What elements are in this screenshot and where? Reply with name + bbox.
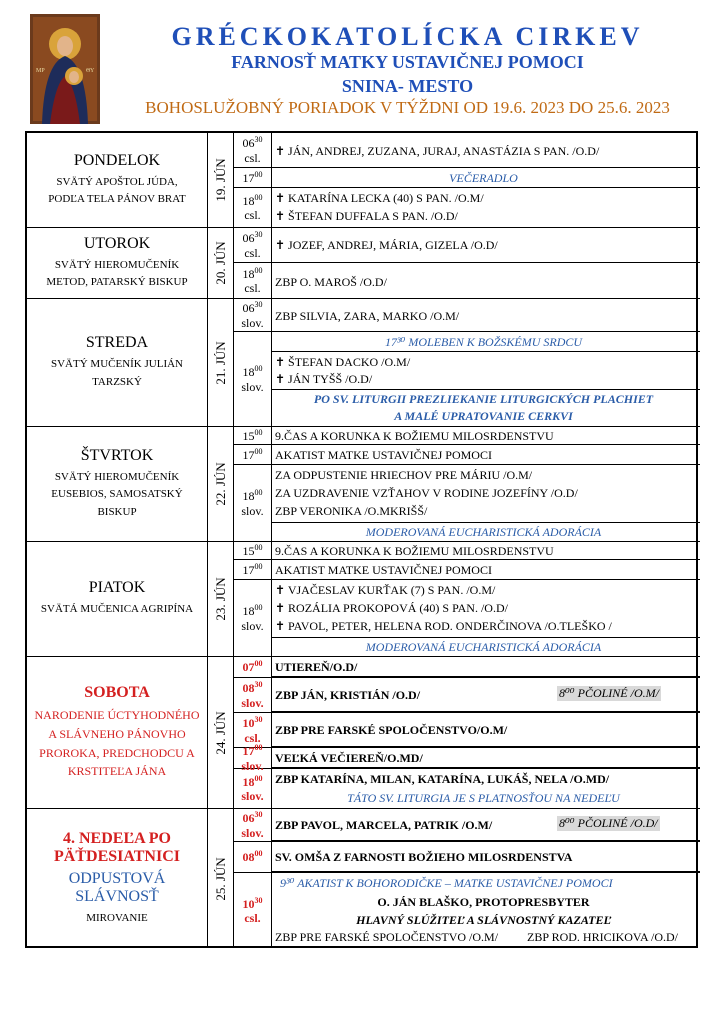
svg-text:ΘΥ: ΘΥ [86, 68, 95, 74]
day-thursday [27, 427, 207, 542]
event-cell [271, 168, 700, 188]
time-cell: $08^{30}$ slov. [233, 678, 271, 713]
event-cell [271, 678, 700, 713]
schedule-heading: BOHOSLUŽOBNÝ PORIADOK V TÝŽDNI OD 19.6. 2023 DO 25.6. 2023 [145, 98, 670, 117]
event-note: 9³⁰ AKATIST K BOHORODIČKE – MATKE USTAVIČNEJ POMOCI [280, 876, 613, 890]
event: AKATIST MATKE USTAVIČNEJ POMOCI [275, 563, 492, 577]
time-cell: $18^{00}$ slov. [233, 769, 271, 809]
time-cell: $06^{30}$ slov. [233, 809, 271, 842]
time-cell: $15^{00}$ [233, 542, 271, 560]
intention: ZBP JÁN, KRISTIÁN /O.D/ [275, 688, 421, 702]
intention: ✝ ŠTEFAN DUFFALA S PAN. /O.D/ [275, 209, 458, 223]
feast-label: ODPUSTOVÁ [68, 869, 166, 887]
date-cell [207, 657, 233, 809]
event-cell [271, 445, 700, 465]
time-cell: $17^{00}$ [233, 168, 271, 188]
event-cell [271, 657, 700, 678]
intention: ZBP PAVOL, MARCELA, PATRIK /O.M/ [275, 818, 493, 832]
intention: ZBP ROD. HRICIKOVA /O.D/ [527, 930, 679, 944]
event-cell [271, 523, 700, 542]
event-cell [271, 542, 700, 560]
day-sunday [27, 809, 207, 948]
day-name: STREDA [85, 334, 149, 352]
day-name: PONDELOK [73, 151, 161, 169]
day-tuesday [27, 228, 207, 299]
date-label: 24. JÚN [212, 710, 228, 755]
event-note: VEČERADLO [449, 171, 518, 185]
event-cell [271, 842, 700, 873]
event-note: TÁTO SV. LITURGIA JE S PLATNOSŤOU NA NEDEĽU [347, 791, 620, 805]
event-cell [271, 638, 700, 657]
event-cell [271, 748, 700, 769]
celebrant-role: HLAVNÝ SLÚŽITEĽ A SLÁVNOSTNÝ KAZATEĽ [356, 913, 611, 927]
date-label: 25. JÚN [212, 856, 228, 901]
event-cell [271, 465, 700, 523]
date-label: 22. JÚN [212, 462, 228, 506]
time-cell: $08^{00}$ [233, 842, 271, 873]
event-note: MODEROVANÁ EUCHARISTICKÁ ADORÁCIA [365, 640, 602, 654]
celebrant: O. JÁN BLAŠKO, PROTOPRESBYTER [377, 895, 590, 909]
day-saint: SVÄTÝ APOŠTOL JÚDA, PODĽA TELA PÁNOV BRAT [48, 175, 186, 205]
day-name: SOBOTA [84, 684, 150, 702]
intention: ✝ JÁN, ANDREJ, ZUZANA, JURAJ, ANASTÁZIA S PAN. /O.D/ [275, 144, 600, 158]
day-name: PIATOK [88, 579, 146, 597]
intention: ZA UZDRAVENIE VZŤAHOV V RODINE JOZEFÍNY /O.D/ [275, 486, 578, 500]
time-cell: $06^{30}$ csl. [233, 133, 271, 168]
town-name: SNINA- MESTO [341, 76, 474, 96]
day-saint: SVÄTÁ MUČENICA AGRIPÍNA [40, 603, 194, 616]
event-cell [271, 560, 700, 580]
event-cell [271, 133, 700, 168]
pcoline-note: 8⁰⁰ PČOLINÉ /O.M/ [559, 686, 659, 700]
event: AKATIST MATKE USTAVIČNEJ POMOCI [275, 448, 492, 462]
intention: ZBP SILVIA, ZARA, MARKO /O.M/ [275, 309, 460, 323]
event-cell [271, 263, 700, 299]
date-cell [207, 299, 233, 427]
event-cell [271, 228, 700, 263]
date-label: 21. JÚN [212, 340, 228, 385]
event-note: MODEROVANÁ EUCHARISTICKÁ ADORÁCIA [365, 525, 602, 539]
feast-label: SLÁVNOSŤ [75, 887, 159, 905]
intention: ✝ VJAČESLAV KURŤAK (7) S PAN. /O.M/ [275, 583, 496, 597]
time-cell: $15^{00}$ [233, 427, 271, 445]
time-cell: $17^{00}$ [233, 445, 271, 465]
date-cell [207, 427, 233, 542]
day-friday [27, 542, 207, 657]
time-cell: $17^{00}$ slov. [233, 748, 271, 769]
event-cell [271, 580, 700, 638]
intention: ZBP PRE FARSKÉ SPOLOČENSTVO/O.M/ [275, 723, 508, 737]
intention: ZA ODPUSTENIE HRIECHOV PRE MÁRIU /O.M/ [275, 468, 533, 482]
day-name: ŠTVRTOK [80, 447, 154, 465]
event-cell [271, 769, 700, 809]
time-cell: $18^{00}$ slov. [233, 332, 271, 427]
date-label: 20. JÚN [212, 241, 228, 285]
intention: ZBP O. MAROŠ /O.D/ [275, 275, 387, 289]
event-cell [271, 809, 700, 842]
event: VEĽKÁ VEČIEREŇ/O.MD/ [275, 751, 423, 765]
event-cell [271, 352, 700, 390]
event-note: PO SV. LITURGII PREZLIEKANIE LITURGICKÝCH PLACHIET [313, 392, 654, 406]
event-cell [271, 873, 700, 948]
event: SV. OMŠA Z FARNOSTI BOŽIEHO MILOSRDENSTVA [275, 850, 573, 864]
event-cell [271, 427, 700, 445]
event-cell [271, 390, 700, 427]
schedule-table [25, 131, 698, 948]
time-cell: $10^{30}$ csl. [233, 873, 271, 948]
day-name: 4. NEDEĽA PO [62, 829, 171, 847]
event: 9.ČAS A KORUNKA K BOŽIEMU MILOSRDENSTVU [275, 429, 554, 443]
date-cell [207, 133, 233, 228]
event-note: 17³⁰ MOLEBEN K BOŽSKÉMU SRDCU [384, 335, 583, 349]
parish-name: FARNOSŤ MATKY USTAVIČNEJ POMOCI [231, 52, 584, 72]
time-cell: $17^{00}$ [233, 560, 271, 580]
intention: ✝ JÁN TYŠŠ /O.D/ [275, 372, 373, 386]
event-cell [271, 713, 700, 748]
day-monday [27, 133, 207, 228]
intention: ZBP PRE FARSKÉ SPOLOČENSTVO /O.M/ [275, 930, 499, 944]
date-label: 19. JÚN [212, 158, 228, 202]
day-saint: SVÄTÝ MUČENÍK JULIÁN TARZSKÝ [51, 358, 183, 388]
time-cell: $18^{00}$ slov. [233, 465, 271, 542]
intention: ✝ ROZÁLIA PROKOPOVÁ (40) S PAN. /O.D/ [275, 601, 508, 615]
time-cell: $06^{30}$ slov. [233, 299, 271, 332]
day-saint: SVÄTÝ HIEROMUČENÍK METOD, PATARSKÝ BISKUP [46, 258, 188, 288]
event-cell [271, 299, 700, 332]
intention: ✝ JOZEF, ANDREJ, MÁRIA, GIZELA /O.D/ [275, 238, 498, 252]
date-cell [207, 809, 233, 948]
intention: ZBP VERONIKA /O.MKRIŠŠ/ [275, 504, 428, 518]
time-cell: $10^{30}$ csl. [233, 713, 271, 748]
day-saint: SVÄTÝ HIEROMUČENÍK EUSEBIOS, SAMOSATSKÝ BISKUP [51, 471, 183, 518]
date-cell [207, 228, 233, 299]
intention: ✝ ŠTEFAN DACKO /O.M/ [275, 355, 411, 369]
time-cell: $06^{30}$ csl. [233, 228, 271, 263]
svg-text:ΜΡ: ΜΡ [36, 68, 45, 74]
time-cell: $18^{00}$ csl. [233, 188, 271, 228]
day-saturday [27, 657, 207, 809]
church-title: GRÉCKOKATOLÍCKA CIRKEV [171, 22, 644, 51]
intention: ✝ PAVOL, PETER, HELENA ROD. ONDERČINOVA /O.TLEŠKO / [275, 619, 612, 633]
date-label: 23. JÚN [212, 577, 228, 621]
madonna-icon [30, 14, 100, 124]
day-saint: MIROVANIE [86, 911, 148, 924]
intention: ZBP KATARÍNA, MILAN, KATARÍNA, LUKÁŠ, NELA /O.MD/ [275, 772, 610, 786]
intention: ✝ KATARÍNA LECKA (40) S PAN. /O.M/ [275, 191, 484, 205]
day-wednesday [27, 299, 207, 427]
date-cell [207, 542, 233, 657]
day-name: PÄŤDESIATNICI [54, 847, 180, 865]
day-saint: NARODENIE ÚCTYHODNÉHO A SLÁVNEHO PÁNOVHO PROROKA, PREDCHODCU A KRSTITEĽA JÁNA [34, 708, 200, 779]
event-cell [271, 188, 700, 228]
event: 9.ČAS A KORUNKA K BOŽIEMU MILOSRDENSTVU [275, 544, 554, 558]
time-cell: $07^{00}$ [233, 657, 271, 678]
event-note: A MALÉ UPRATOVANIE CERKVI [394, 409, 573, 423]
time-cell: $18^{00}$ csl. [233, 263, 271, 299]
event: UTIEREŇ/O.D/ [275, 660, 358, 674]
time-cell: $18^{00}$ slov. [233, 580, 271, 657]
pcoline-note: 8⁰⁰ PČOLINÉ /O.D/ [559, 816, 658, 830]
day-name: UTOROK [83, 234, 151, 252]
event-cell [271, 332, 700, 352]
